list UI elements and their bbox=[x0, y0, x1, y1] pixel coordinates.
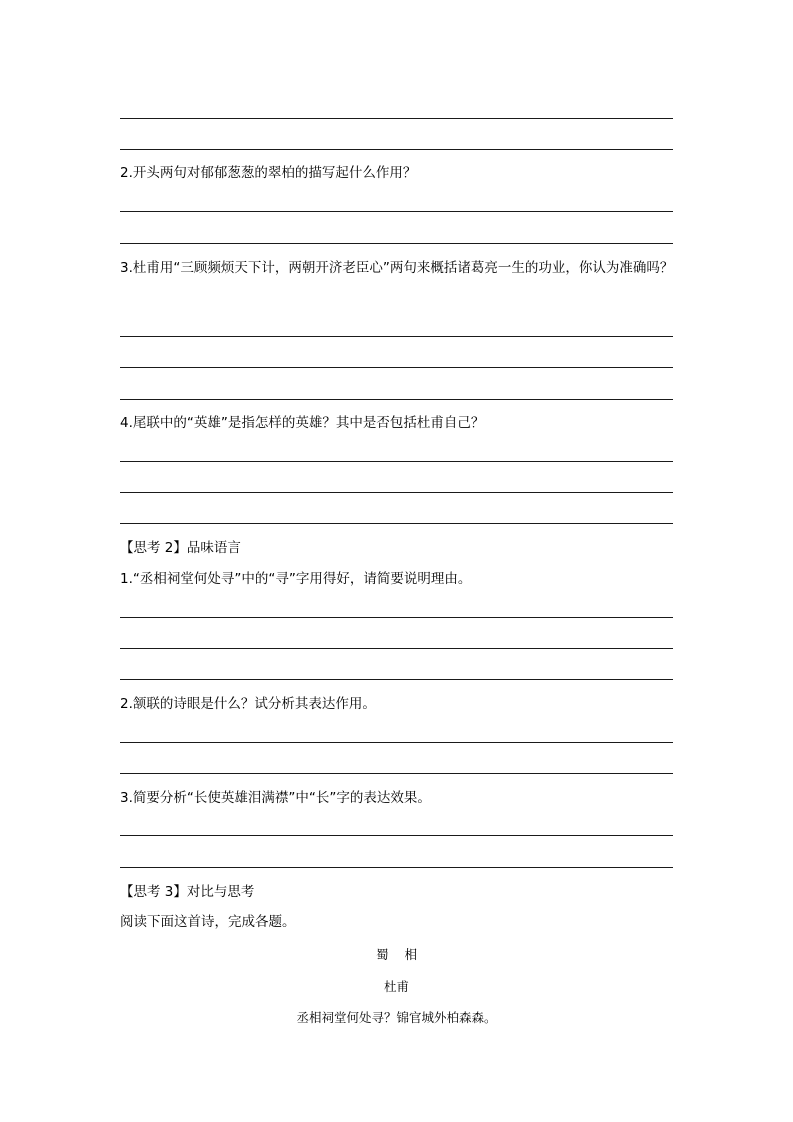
answer-line[interactable] bbox=[120, 679, 673, 680]
question-3: 3.杜甫用“三顾频烦天下计，两朝开济老臣心”两句来概括诸葛亮一生的功业，你认为准确吗？ bbox=[120, 260, 674, 276]
answer-line[interactable] bbox=[120, 617, 673, 618]
answer-line[interactable] bbox=[120, 773, 673, 774]
poem-author: 杜甫 bbox=[383, 979, 409, 994]
section-2-question-3: 3.简要分析“长使英雄泪满襟”中“长”字的表达效果。 bbox=[120, 790, 431, 806]
section-3-instruction: 阅读下面这首诗，完成各题。 bbox=[120, 914, 296, 930]
answer-line[interactable] bbox=[120, 118, 673, 119]
answer-line[interactable] bbox=[120, 492, 673, 493]
answer-line[interactable] bbox=[120, 523, 673, 524]
question-4: 4.尾联中的“英雄”是指怎样的英雄？其中是否包括杜甫自己？ bbox=[120, 415, 485, 431]
poem-line-1: 丞相祠堂何处寻？锦官城外柏森森。 bbox=[296, 1010, 497, 1025]
answer-line[interactable] bbox=[120, 399, 673, 400]
answer-line[interactable] bbox=[120, 336, 673, 337]
section-3-heading: 【思考 3】对比与思考 bbox=[120, 884, 255, 900]
answer-line[interactable] bbox=[120, 648, 673, 649]
question-2: 2.开头两句对郁郁葱葱的翠柏的描写起什么作用？ bbox=[120, 165, 417, 181]
answer-line[interactable] bbox=[120, 867, 673, 868]
poem-title: 蜀 相 bbox=[376, 947, 417, 962]
answer-line[interactable] bbox=[120, 211, 673, 212]
answer-line[interactable] bbox=[120, 835, 673, 836]
answer-line[interactable] bbox=[120, 367, 673, 368]
answer-line[interactable] bbox=[120, 149, 673, 150]
section-2-heading: 【思考 2】品味语言 bbox=[120, 540, 241, 556]
section-2-question-1: 1.“丞相祠堂何处寻”中的“寻”字用得好，请简要说明理由。 bbox=[120, 571, 472, 587]
answer-line[interactable] bbox=[120, 461, 673, 462]
answer-line[interactable] bbox=[120, 243, 673, 244]
section-2-question-2: 2.颔联的诗眼是什么？试分析其表达作用。 bbox=[120, 696, 376, 712]
answer-line[interactable] bbox=[120, 742, 673, 743]
